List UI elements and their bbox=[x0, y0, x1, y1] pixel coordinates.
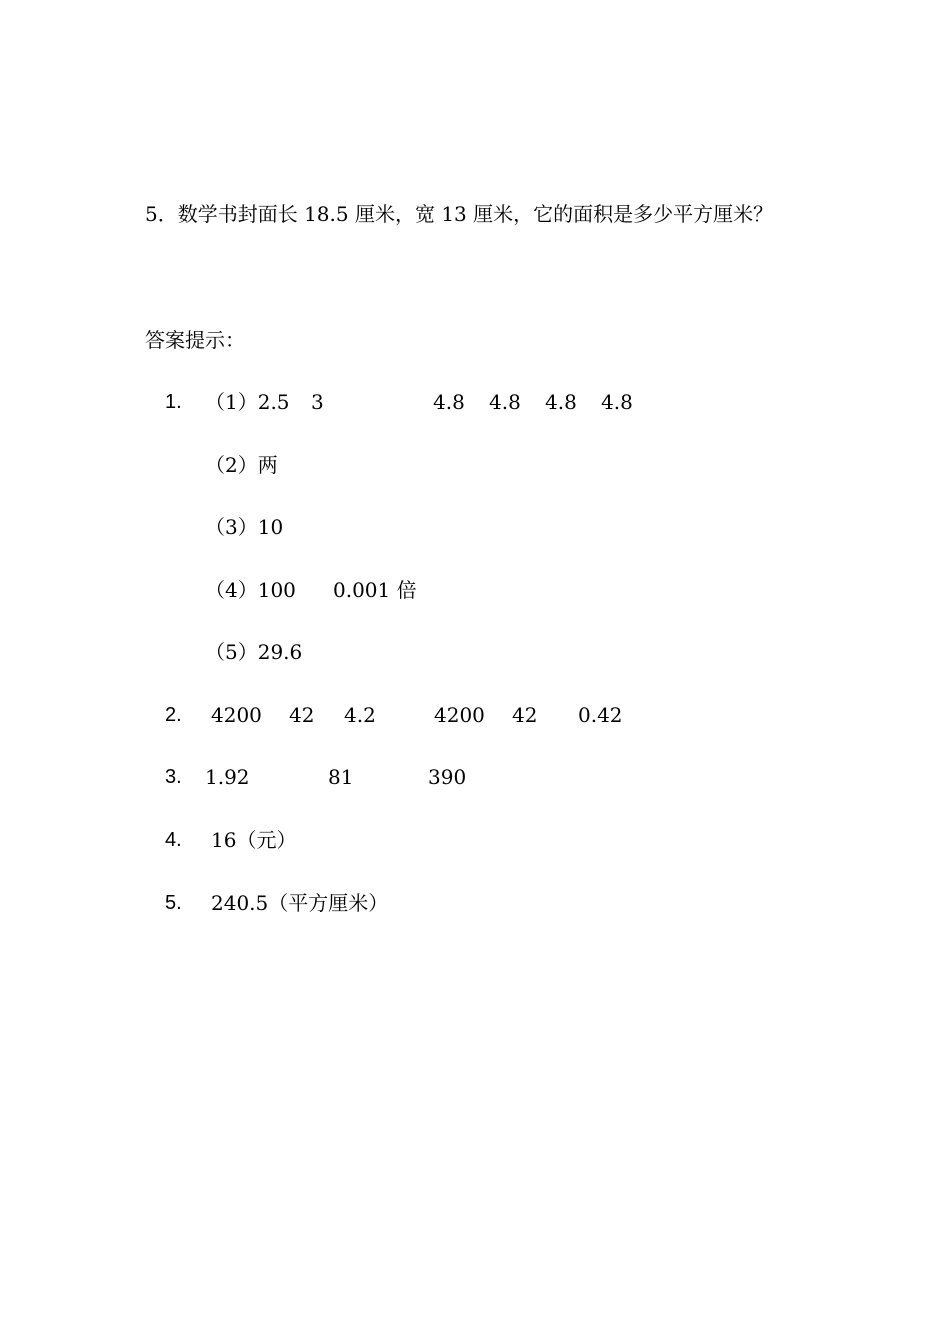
answer-2-value: 4200 bbox=[211, 703, 262, 727]
answer-1-part-2: （2）两 bbox=[205, 453, 278, 477]
answer-1-part-4-label: （4）100 bbox=[205, 578, 296, 602]
answer-4-number: 4. bbox=[165, 829, 182, 851]
answer-1-part-1-value: 4.8 bbox=[489, 390, 521, 414]
answer-5-text: 240.5（平方厘米） bbox=[211, 891, 389, 915]
answer-1-part-5: （5）29.6 bbox=[205, 640, 303, 664]
answer-2-value: 0.42 bbox=[578, 703, 623, 727]
answer-2-value: 4.2 bbox=[344, 703, 376, 727]
answer-3-value: 390 bbox=[428, 765, 467, 789]
answer-1-part-1-value: 3 bbox=[311, 390, 324, 414]
answer-3-value: 1.92 bbox=[205, 765, 250, 789]
answer-1-part-1-value: 4.8 bbox=[433, 390, 465, 414]
answer-1-number: 1. bbox=[165, 391, 182, 413]
answer-3-number: 3. bbox=[165, 766, 182, 788]
answers-title: 答案提示： bbox=[145, 328, 245, 352]
answer-2-value: 4200 bbox=[434, 703, 485, 727]
answer-4-text: 16（元） bbox=[211, 828, 297, 852]
answer-1-part-1-label: （1）2.5 bbox=[205, 390, 290, 414]
answer-1-part-3: （3）10 bbox=[205, 515, 284, 539]
answer-1-part-4-value: 0.001 倍 bbox=[333, 578, 417, 602]
answer-3-value: 81 bbox=[328, 765, 354, 789]
answer-1-part-1-value: 4.8 bbox=[545, 390, 577, 414]
question-5: 5．数学书封面长 18.5 厘米，宽 13 厘米，它的面积是多少平方厘米？ bbox=[145, 202, 774, 226]
answer-5-number: 5. bbox=[165, 892, 182, 914]
answer-1-part-1-value: 4.8 bbox=[601, 390, 633, 414]
answer-2-value: 42 bbox=[289, 703, 315, 727]
answer-2-number: 2. bbox=[165, 704, 182, 726]
answer-2-value: 42 bbox=[512, 703, 538, 727]
